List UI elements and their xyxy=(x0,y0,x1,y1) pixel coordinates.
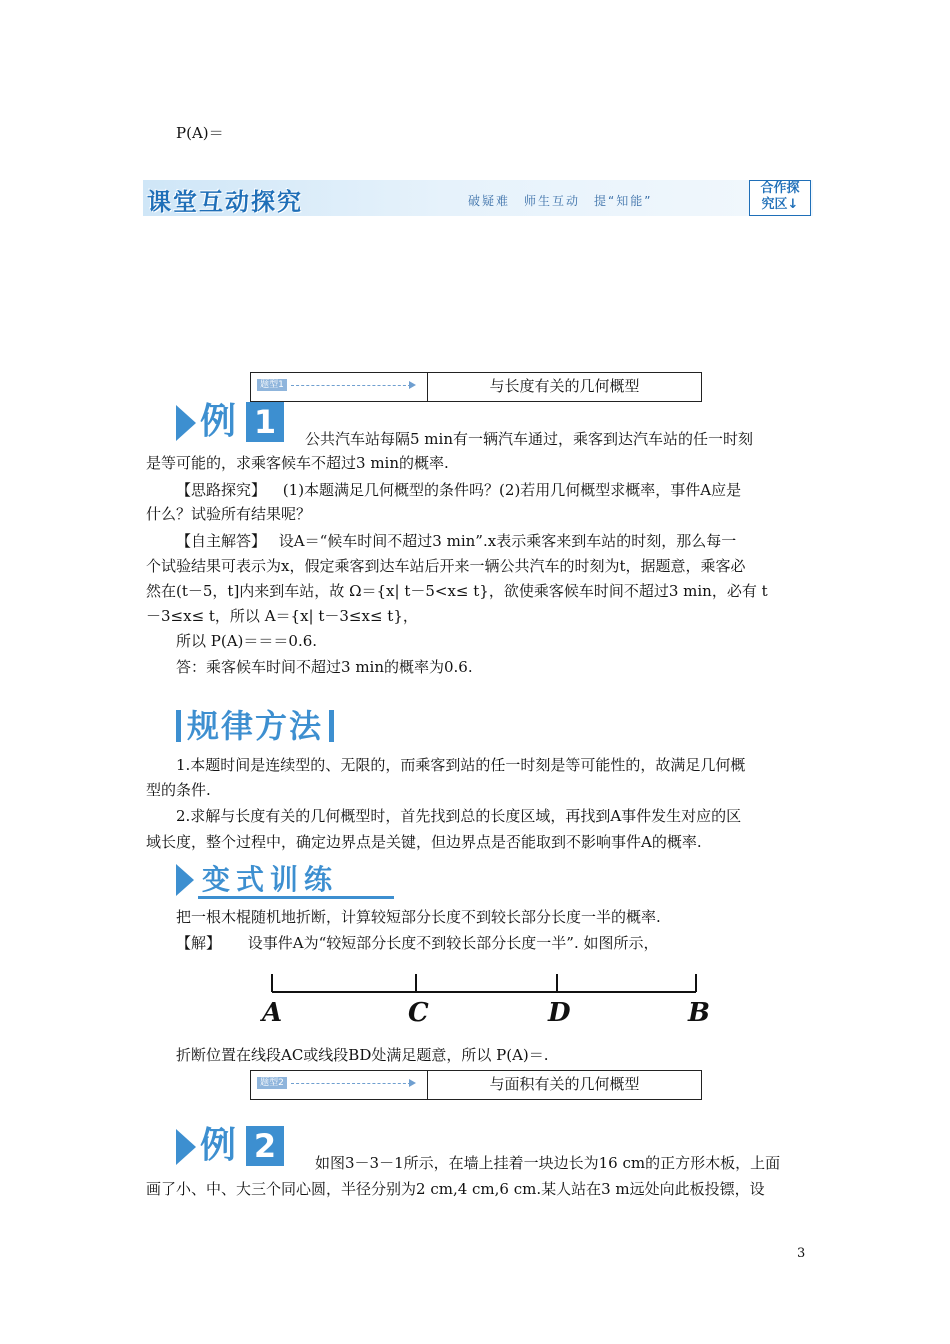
arrow-line xyxy=(291,385,411,386)
topic-tag: 题型2 xyxy=(257,1077,287,1089)
method-heading xyxy=(176,706,334,746)
triangle-icon xyxy=(176,864,194,896)
banner-title: 课堂互动探究 xyxy=(147,188,303,216)
topic-tag-area xyxy=(251,373,428,401)
segment-diagram xyxy=(260,966,710,996)
method-p2-line2: 域长度，整个过程中，确定边界点是关键，但边界点是否能取到不影响事件A的概率. xyxy=(146,833,702,851)
heading-underline xyxy=(198,896,394,899)
topic-tag: 题型1 xyxy=(257,379,287,391)
triangle-icon xyxy=(176,405,196,441)
triangle-icon xyxy=(176,1129,196,1165)
example-number: 2 xyxy=(246,1126,284,1166)
example-word: 例 xyxy=(200,1125,237,1166)
topic-title: 与面积有关的几何概型 xyxy=(489,1075,640,1093)
think-line2: 什么？试验所有结果呢？ xyxy=(146,505,312,523)
answer-line1: 设A＝“候车时间不超过3 min”.x表示乘客来到车站的时刻，那么每一 xyxy=(278,532,737,550)
answer-line2: 个试验结果可表示为x，假定乘客到达车站后开来一辆公共汽车的时刻为t，据题意，乘客必 xyxy=(146,557,746,575)
topic-tag-area xyxy=(251,1071,428,1099)
method-p2-line1: 2.求解与长度有关的几何概型时，首先找到总的长度区域，再找到A事件发生对应的区 xyxy=(176,807,742,825)
example-badge-2 xyxy=(176,1126,286,1168)
arrow-right-icon xyxy=(409,381,416,389)
example-word: 例 xyxy=(200,401,237,442)
method-heading-text: 规律方法 xyxy=(187,707,324,745)
formula-pa: P(A)＝ xyxy=(176,124,224,142)
method-p1-line2: 型的条件. xyxy=(146,781,211,799)
banner-box-line1: 合作探 xyxy=(760,181,800,196)
variant-question: 把一根木棍随机地折断，计算较短部分长度不到较长部分长度一半的概率. xyxy=(176,908,661,926)
page-number: 3 xyxy=(797,1246,806,1261)
arrow-right-icon xyxy=(409,1079,416,1087)
topic-box-1 xyxy=(250,372,702,402)
think-label: 【思路探究】 xyxy=(176,481,267,499)
answer-para xyxy=(176,530,840,552)
point-label-d: D xyxy=(548,998,571,1028)
section-banner xyxy=(143,180,813,216)
solution-label: 【解】 xyxy=(176,934,222,952)
ex2-line2: 画了小、中、大三个同心圆，半径分别为2 cm,4 cm,6 cm.某人站在3 m远处向此板投镖，设 xyxy=(146,1180,765,1198)
ex2-line1: 如图3－3－1所示，在墙上挂着一块边长为16 cm的正方形木板，上面 xyxy=(315,1154,781,1172)
ex1-line1: 公共汽车站每隔5 min有一辆汽车通过，乘客到达汽车站的任一时刻 xyxy=(305,430,753,448)
answer-line3: 然在(t－5，t]内来到车站，故 Ω＝{x| t－5<x≤ t}，欲使乘客候车时间不超过3 min，必有 t xyxy=(146,582,768,600)
heading-bar-right xyxy=(329,710,334,742)
answer-label: 【自主解答】 xyxy=(176,532,267,550)
example-badge-1 xyxy=(176,402,286,444)
solution-line1: 设事件A为“较短部分长度不到较长部分长度一半”. 如图所示， xyxy=(247,934,659,952)
think-line1: (1)本题满足几何概型的条件吗？(2)若用几何概型求概率，事件A应是 xyxy=(282,481,742,499)
arrow-line xyxy=(291,1083,411,1084)
point-label-a: A xyxy=(262,998,283,1028)
method-p1-line1: 1.本题时间是连续型的、无限的，而乘客到站的任一时刻是等可能性的，故满足几何概 xyxy=(176,756,746,774)
variant-heading-text: 变式训练 xyxy=(202,863,339,896)
answer-line5: 所以 P(A)＝＝＝0.6. xyxy=(176,632,318,650)
topic-box-2 xyxy=(250,1070,702,1100)
solution-line2: 折断位置在线段AC或线段BD处满足题意，所以 P(A)＝. xyxy=(176,1046,549,1064)
banner-box-line2: 究区↓ xyxy=(761,197,799,212)
banner-box xyxy=(749,180,811,216)
answer-line4: －3≤x≤ t，所以 A＝{x| t－3≤x≤ t}， xyxy=(146,607,418,625)
ex1-line2: 是等可能的，求乘客候车不超过3 min的概率. xyxy=(146,454,449,472)
variant-heading xyxy=(176,862,396,898)
banner-subtitle: 破疑难 师生互动 提“知能” xyxy=(468,194,653,208)
heading-bar-left xyxy=(176,710,181,742)
topic-title: 与长度有关的几何概型 xyxy=(489,377,640,395)
example-number: 1 xyxy=(246,402,284,442)
answer-line6: 答：乘客候车时间不超过3 min的概率为0.6. xyxy=(176,658,473,676)
think-para xyxy=(176,479,840,501)
point-label-b: B xyxy=(688,998,710,1028)
solution-para xyxy=(176,932,840,954)
point-label-c: C xyxy=(408,998,429,1028)
